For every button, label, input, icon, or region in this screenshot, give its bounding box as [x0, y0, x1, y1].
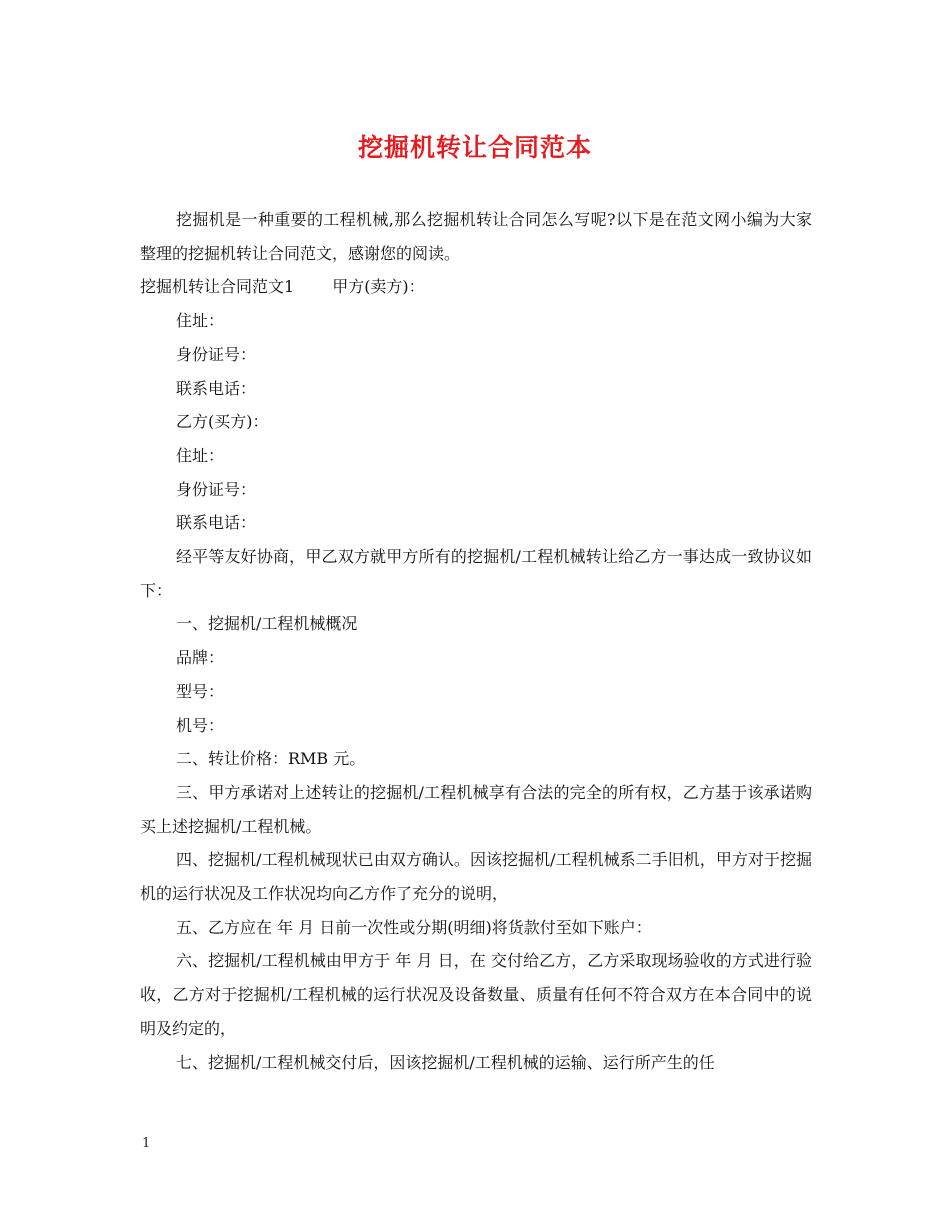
- section-3-ownership: 三、甲方承诺对上述转让的挖掘机/工程机械享有合法的完全的所有权，乙方基于该承诺购买上述挖掘机/工程机械。: [140, 782, 812, 836]
- sample-heading-line: [140, 270, 812, 304]
- party-b-label: 乙方(买方)：: [176, 412, 269, 432]
- page-number: 1: [142, 1136, 151, 1151]
- party-a-phone: 联系电话：: [176, 378, 257, 398]
- machine-number-field: 机号：: [176, 715, 225, 735]
- party-a-id: 身份证号：: [176, 344, 257, 364]
- section-2-price: 二、转让价格：RMB 元。: [176, 749, 366, 769]
- document-body: [140, 203, 812, 1079]
- party-a-address: 住址：: [176, 311, 225, 331]
- document-title: 挖掘机转让合同范本: [357, 133, 592, 162]
- section-4-condition: 四、挖掘机/工程机械现状已由双方确认。因该挖掘机/工程机械系二手旧机，甲方对于挖掘机的运行状况及工作状况均向乙方作了充分的说明，: [140, 850, 812, 904]
- party-b-address: 住址：: [176, 445, 225, 465]
- brand-field: 品牌：: [176, 648, 225, 668]
- intro-paragraph: 挖掘机是一种重要的工程机械,那么挖掘机转让合同怎么写呢?以下是在范文网小编为大家整理的挖掘机转让合同范文，感谢您的阅读。: [140, 210, 812, 263]
- party-b-id: 身份证号：: [176, 479, 257, 499]
- section-7-liability: 七、挖掘机/工程机械交付后，因该挖掘机/工程机械的运输、运行所产生的任: [176, 1052, 715, 1072]
- party-a-label: 甲方(卖方)：: [332, 277, 425, 297]
- section-1-heading: 一、挖掘机/工程机械概况: [176, 614, 358, 634]
- section-6-delivery: 六、挖掘机/工程机械由甲方于 年 月 日，在 交付给乙方，乙方采取现场验收的方式进行验收，乙方对于挖掘机/工程机械的运行状况及设备数量、质量有任何不符合双方在本合同中的说明及约定的，: [140, 951, 812, 1038]
- party-b-phone: 联系电话：: [176, 513, 257, 533]
- sample-heading: 挖掘机转让合同范文1: [140, 277, 295, 297]
- model-field: 型号：: [176, 681, 225, 701]
- section-5-payment: 五、乙方应在 年 月 日前一次性或分期(明细)将货款付至如下账户：: [176, 917, 652, 937]
- agreement-intro: 经平等友好协商，甲乙双方就甲方所有的挖掘机/工程机械转让给乙方一事达成一致协议如下：: [140, 547, 812, 600]
